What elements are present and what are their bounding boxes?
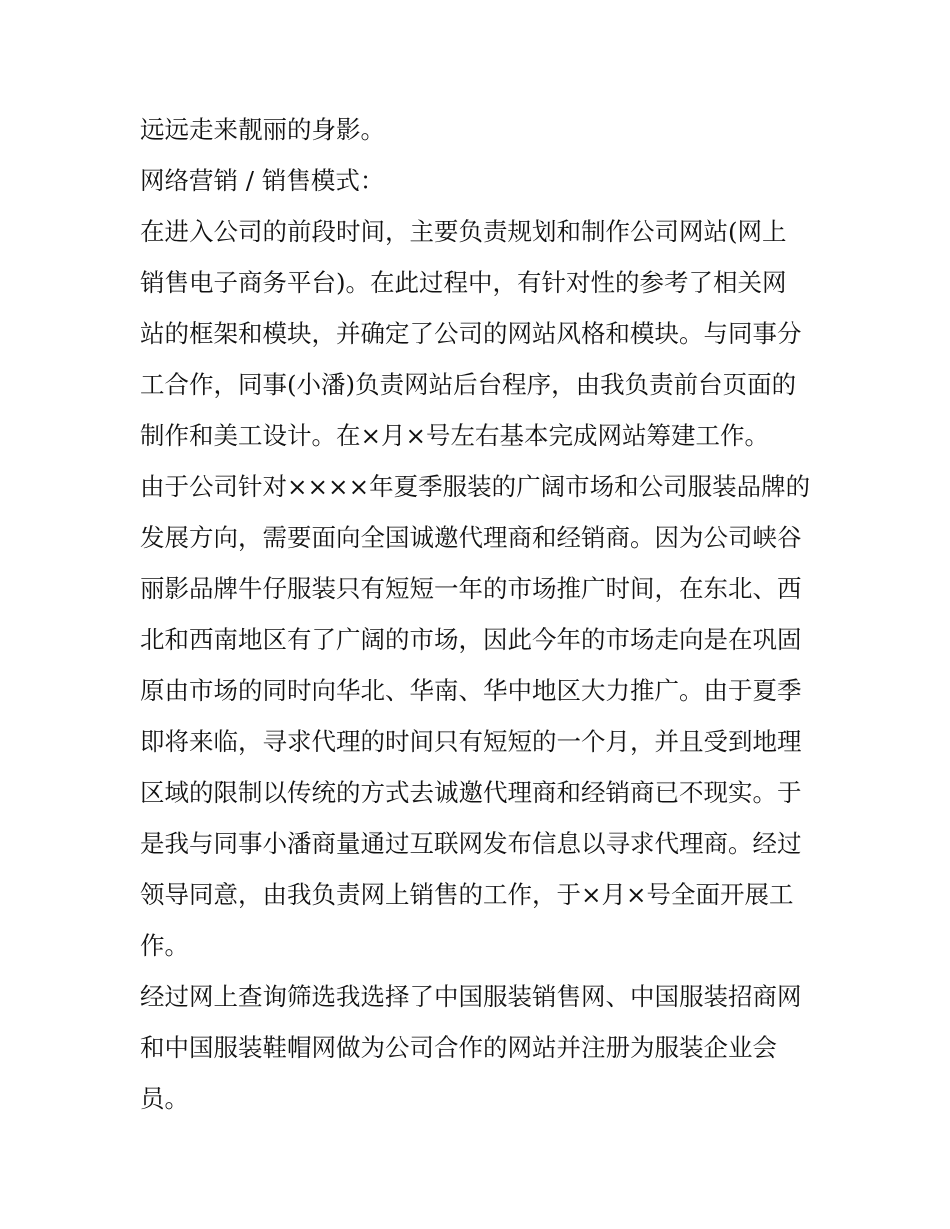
text-line: 即将来临，寻求代理的时间只有短短的一个月，并且受到地理 bbox=[140, 727, 802, 756]
section-heading: 网络营销 / 销售模式： bbox=[140, 166, 385, 195]
text-line: 是我与同事小潘商量通过互联网发布信息以寻求代理商。经过 bbox=[140, 829, 802, 858]
text-line: 经过网上查询筛选我选择了中国服装销售网、中国服装招商网 bbox=[140, 982, 802, 1011]
text-line: 远远走来靓丽的身影。 bbox=[140, 115, 385, 144]
text-line: 原由市场的同时向华北、华南、华中地区大力推广。由于夏季 bbox=[140, 676, 802, 705]
text-line: 站的框架和模块，并确定了公司的网站风格和模块。与同事分 bbox=[140, 319, 802, 348]
text-line: 员。 bbox=[140, 1084, 189, 1113]
text-line: 作。 bbox=[140, 931, 189, 960]
text-line: 丽影品牌牛仔服装只有短短一年的市场推广时间，在东北、西 bbox=[140, 574, 802, 603]
text-line: 销售电子商务平台)。在此过程中，有针对性的参考了相关网 bbox=[140, 268, 787, 297]
text-line: 领导同意，由我负责网上销售的工作，于×月×号全面开展工 bbox=[140, 880, 794, 909]
text-line: 北和西南地区有了广阔的市场，因此今年的市场走向是在巩固 bbox=[140, 625, 802, 654]
text-line: 区域的限制以传统的方式去诚邀代理商和经销商已不现实。于 bbox=[140, 778, 802, 807]
text-line: 由于公司针对××××年夏季服装的广阔市场和公司服装品牌的 bbox=[140, 472, 811, 501]
text-line: 工合作，同事(小潘)负责网站后台程序，由我负责前台页面的 bbox=[140, 370, 797, 399]
document-body bbox=[140, 104, 820, 1124]
text-line: 制作和美工设计。在×月×号左右基本完成网站筹建工作。 bbox=[140, 421, 770, 450]
text-line: 发展方向，需要面向全国诚邀代理商和经销商。因为公司峡谷 bbox=[140, 523, 802, 552]
text-line: 在进入公司的前段时间，主要负责规划和制作公司网站(网上 bbox=[140, 217, 787, 246]
text-line: 和中国服装鞋帽网做为公司合作的网站并注册为服装企业会 bbox=[140, 1033, 777, 1062]
